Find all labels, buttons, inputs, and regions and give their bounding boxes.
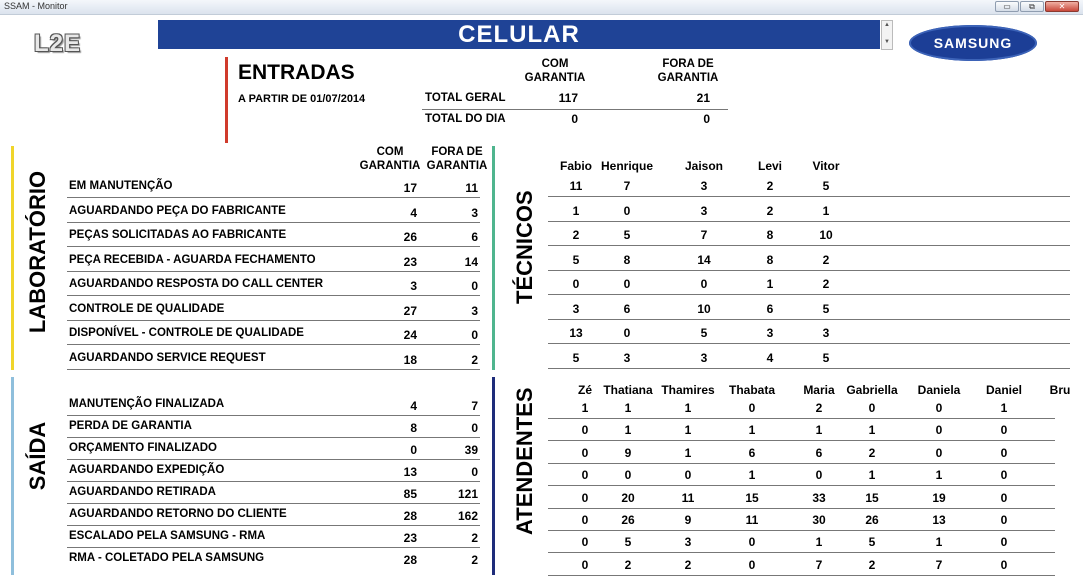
tecnicos-cell: 5 [822, 350, 830, 365]
saida-row-divider [67, 437, 480, 438]
atendentes-name-0: Zé [577, 383, 592, 397]
tecnicos-cell: 8 [623, 252, 631, 267]
atendentes-cell: 2 [868, 557, 876, 572]
atendentes-cell: 0 [1000, 468, 1008, 483]
saida-row-com: 4 [410, 399, 417, 413]
tecnicos-cell: 3 [700, 350, 708, 365]
atendentes-cell: 0 [1000, 445, 1008, 460]
tecnicos-cell: 1 [572, 203, 580, 218]
atendentes-cell: 7 [815, 557, 823, 572]
atendentes-name-8: Bru [1049, 383, 1071, 397]
lab-row-divider [67, 222, 480, 223]
lab-row-fora: 3 [471, 205, 478, 220]
tecnicos-cell: 2 [766, 203, 774, 218]
atendentes-name-1: Thatiana [603, 383, 653, 397]
saida-row-label: ESCALADO PELA SAMSUNG - RMA [69, 530, 266, 542]
atendentes-cell: 0 [581, 423, 589, 438]
atendentes-cell: 9 [624, 445, 632, 460]
lab-row-label: DISPONÍVEL - CONTROLE DE QUALIDADE [69, 327, 304, 339]
entradas-row-fora: 0 [703, 112, 710, 126]
atendentes-cell: 6 [815, 445, 823, 460]
lab-row-com: 17 [403, 181, 417, 195]
tecnicos-row-divider [548, 368, 1070, 369]
atendentes-cell: 0 [935, 445, 943, 460]
lab-row-fora: 11 [465, 181, 478, 195]
lab-row-com: 4 [410, 205, 417, 220]
saida-row-divider [67, 525, 480, 526]
tecnicos-cell: 7 [623, 179, 631, 193]
saida-row-divider [67, 481, 480, 482]
atendentes-name-2: Thamires [661, 383, 715, 397]
saida-row-com: 28 [403, 509, 417, 523]
tecnicos-row-divider [548, 196, 1070, 197]
entradas-divider [422, 109, 728, 110]
atendentes-name-5: Gabriella [846, 383, 898, 397]
tecnicos-cell: 3 [623, 350, 631, 365]
saida-row-com: 8 [410, 421, 417, 435]
atendentes-cell: 26 [621, 513, 635, 527]
tecnicos-row-divider [548, 343, 1070, 344]
tecnicos-cell: 3 [700, 179, 708, 193]
restore-icon: ⧉ [1029, 2, 1035, 11]
atendentes-cell: 0 [935, 401, 943, 415]
lab-row-label: AGUARDANDO SERVICE REQUEST [69, 351, 266, 364]
tecnicos-cell: 0 [623, 277, 631, 291]
tecnicos-cell: 11 [569, 179, 583, 193]
tecnicos-row-divider [548, 270, 1070, 271]
saida-row-fora: 0 [471, 465, 478, 479]
saida-row-label: AGUARDANDO RETIRADA [69, 486, 216, 498]
lab-col-fora: FORA DE GARANTIA [426, 146, 488, 172]
atendentes-cell: 7 [935, 557, 943, 572]
atendentes-name-6: Daniela [917, 383, 961, 397]
tecnicos-cell: 14 [697, 252, 711, 267]
atendentes-cell: 6 [748, 445, 756, 460]
tecnicos-cell: 2 [766, 179, 774, 193]
saida-row-divider [67, 503, 480, 504]
tecnicos-cell: 10 [819, 228, 833, 242]
tecnicos-cell: 3 [572, 301, 580, 316]
lab-row-fora: 6 [471, 230, 478, 244]
minimize-icon: ▭ [1003, 2, 1011, 11]
atendentes-cell: 2 [624, 557, 632, 572]
restore-button[interactable] [1020, 1, 1044, 12]
atendentes-cell: 1 [935, 535, 943, 550]
atendentes-cell: 2 [868, 445, 876, 460]
atendentes-cell: 15 [745, 490, 759, 505]
saida-row-com: 0 [410, 443, 417, 457]
atendentes-cell: 1 [935, 468, 943, 483]
atendentes-cell: 0 [1000, 535, 1008, 550]
lab-row-com: 23 [403, 254, 417, 269]
tecnicos-cell: 3 [700, 203, 708, 218]
saida-row-fora: 39 [464, 443, 478, 457]
tecnicos-name-2: Jaison [684, 159, 723, 173]
tecnicos-row-divider [548, 221, 1070, 222]
saida-row-label: AGUARDANDO RETORNO DO CLIENTE [69, 508, 287, 520]
atendentes-cell: 26 [865, 513, 879, 527]
atendentes-cell: 1 [1000, 401, 1008, 415]
atendentes-cell: 2 [815, 401, 823, 415]
atendentes-cell: 0 [581, 490, 589, 505]
atendentes-cell: 15 [865, 490, 879, 505]
tecnicos-cell: 4 [766, 350, 774, 365]
tecnicos-cell: 10 [697, 301, 711, 316]
atendentes-cell: 1 [581, 401, 589, 415]
tecnicos-cell: 0 [623, 326, 631, 340]
atendentes-cell: 3 [684, 535, 692, 550]
saida-row-label: MANUTENÇÃO FINALIZADA [69, 398, 225, 410]
lab-row-fora: 3 [471, 303, 478, 318]
tecnicos-cell: 0 [572, 277, 580, 291]
entradas-row-label: TOTAL GERAL [425, 92, 506, 104]
saida-title: SAÍDA [25, 421, 50, 491]
entradas-row-com: 0 [571, 112, 578, 126]
lab-row-com: 24 [403, 328, 417, 342]
atendentes-row-divider [548, 575, 1055, 576]
atendentes-cell: 33 [812, 490, 826, 505]
tecnicos-title: TÉCNICOS [512, 190, 537, 304]
atendentes-cell: 1 [815, 423, 823, 438]
tecnicos-cell: 5 [822, 179, 830, 193]
atendentes-row-divider [548, 440, 1055, 441]
lab-row-label: AGUARDANDO PEÇA DO FABRICANTE [69, 204, 286, 217]
atendentes-cell: 20 [621, 490, 635, 505]
atendentes-cell: 19 [932, 490, 946, 505]
entradas-bar [225, 57, 228, 143]
atendentes-row-divider [548, 485, 1055, 486]
lab-row-divider [67, 320, 480, 321]
saida-row-divider [67, 415, 480, 416]
saida-row-divider [67, 459, 480, 460]
entradas-row-fora: 21 [696, 91, 710, 105]
saida-row-label: ORÇAMENTO FINALIZADO [69, 442, 218, 454]
atendentes-cell: 11 [681, 490, 695, 505]
atendentes-cell: 0 [581, 513, 589, 527]
tecnicos-cell: 5 [572, 252, 580, 267]
atendentes-cell: 1 [684, 423, 692, 438]
atendentes-cell: 9 [684, 513, 692, 527]
tecnicos-name-0: Fabio [560, 159, 592, 173]
atendentes-cell: 0 [1000, 513, 1008, 527]
lab-row-label: CONTROLE DE QUALIDADE [69, 302, 225, 315]
atendentes-cell: 0 [1000, 423, 1008, 438]
atendentes-cell: 1 [684, 401, 692, 415]
saida-row-fora: 7 [471, 399, 478, 413]
saida-row-com: 28 [403, 553, 417, 567]
tecnicos-cell: 6 [623, 301, 631, 316]
tecnicos-cell: 0 [700, 277, 708, 291]
atendentes-cell: 0 [748, 557, 756, 572]
page-banner [158, 20, 880, 49]
saida-row-com: 85 [403, 487, 417, 501]
lab-col-com: COM GARANTIA [359, 146, 421, 172]
tecnicos-bar [492, 146, 495, 370]
entradas-row-label: TOTAL DO DIA [425, 113, 506, 125]
tecnicos-cell: 5 [572, 350, 580, 365]
tecnicos-cell: 2 [822, 252, 830, 267]
minimize-button[interactable] [995, 1, 1019, 12]
entradas-title: ENTRADAS [238, 61, 355, 84]
atendentes-cell: 0 [935, 423, 943, 438]
atendentes-cell: 5 [624, 535, 632, 550]
atendentes-bar [492, 377, 495, 575]
page-title: CELULAR [458, 21, 580, 48]
atendentes-cell: 0 [748, 401, 756, 415]
scroll-down-icon[interactable]: ▼ [884, 39, 890, 45]
saida-row-com: 23 [403, 531, 417, 545]
atendentes-cell: 0 [868, 401, 876, 415]
window-titlebar [0, 0, 1083, 15]
tecnicos-cell: 6 [766, 301, 774, 316]
saida-row-com: 13 [403, 465, 417, 479]
atendentes-cell: 11 [745, 513, 759, 527]
saida-row-fora: 162 [457, 509, 478, 523]
atendentes-cell: 1 [748, 423, 756, 438]
atendentes-cell: 0 [581, 468, 589, 483]
window-title: SSAM - Monitor [4, 1, 68, 11]
tecnicos-row-divider [548, 294, 1070, 295]
atendentes-cell: 0 [748, 535, 756, 550]
saida-row-fora: 2 [471, 553, 478, 567]
atendentes-row-divider [548, 508, 1055, 509]
atendentes-cell: 1 [684, 445, 692, 460]
tecnicos-name-4: Vitor [812, 159, 840, 173]
atendentes-row-divider [548, 418, 1055, 419]
atendentes-cell: 1 [815, 535, 823, 550]
samsung-logo: SAMSUNG [909, 25, 1037, 61]
atendentes-cell: 5 [868, 535, 876, 550]
lab-row-divider [67, 295, 480, 296]
saida-row-divider [67, 547, 480, 548]
lab-row-divider [67, 369, 480, 370]
atendentes-row-divider [548, 530, 1055, 531]
atendentes-title: ATENDENTES [512, 387, 537, 535]
close-icon: ✕ [1058, 2, 1066, 11]
lab-row-label: AGUARDANDO RESPOSTA DO CALL CENTER [69, 278, 324, 290]
lab-row-label: PEÇA RECEBIDA - AGUARDA FECHAMENTO [69, 253, 316, 266]
atendentes-cell: 1 [624, 401, 632, 415]
atendentes-cell: 0 [815, 468, 823, 483]
tecnicos-cell: 5 [700, 326, 708, 340]
entradas-col-com: COM GARANTIA [524, 58, 586, 84]
lab-row-fora: 2 [471, 352, 478, 367]
scroll-up-icon[interactable]: ▲ [884, 22, 890, 28]
lab-row-fora: 14 [464, 254, 478, 269]
lab-row-label: EM MANUTENÇÃO [69, 180, 173, 192]
lab-row-com: 27 [403, 303, 417, 318]
atendentes-cell: 1 [868, 468, 876, 483]
atendentes-cell: 30 [812, 513, 826, 527]
atendentes-cell: 13 [932, 513, 946, 527]
lab-row-fora: 0 [471, 328, 478, 342]
atendentes-cell: 0 [1000, 490, 1008, 505]
tecnicos-cell: 7 [700, 228, 708, 242]
tecnicos-cell: 5 [623, 228, 631, 242]
atendentes-name-4: Maria [803, 383, 835, 397]
tecnicos-row-divider [548, 319, 1070, 320]
saida-row-fora: 2 [471, 531, 478, 545]
tecnicos-cell: 5 [822, 301, 830, 316]
tecnicos-cell: 1 [822, 203, 830, 218]
tecnicos-row-divider [548, 245, 1070, 246]
atendentes-name-3: Thabata [728, 383, 775, 397]
lab-row-com: 18 [403, 352, 417, 367]
tecnicos-cell: 3 [766, 326, 774, 340]
atendentes-cell: 0 [581, 445, 589, 460]
atendentes-name-7: Daniel [985, 383, 1022, 397]
lab-row-divider [67, 246, 480, 247]
saida-row-fora: 0 [471, 421, 478, 435]
atendentes-row-divider [548, 463, 1055, 464]
tecnicos-cell: 0 [623, 203, 631, 218]
entradas-col-fora: FORA DE GARANTIA [657, 58, 719, 84]
saida-row-label: PERDA DE GARANTIA [69, 420, 192, 432]
tecnicos-cell: 8 [766, 228, 774, 242]
tecnicos-cell: 8 [766, 252, 774, 267]
lab-bar [11, 146, 14, 370]
lab-title: LABORATÓRIO [25, 170, 50, 334]
atendentes-cell: 1 [868, 423, 876, 438]
atendentes-cell: 1 [624, 423, 632, 438]
lab-row-divider [67, 344, 480, 345]
atendentes-cell: 2 [684, 557, 692, 572]
atendentes-cell: 0 [581, 557, 589, 572]
lab-row-com: 26 [403, 230, 417, 244]
saida-row-fora: 121 [457, 487, 478, 501]
atendentes-cell: 1 [748, 468, 756, 483]
tecnicos-cell: 2 [822, 277, 830, 291]
entradas-subtitle: A PARTIR DE 01/07/2014 [238, 93, 366, 105]
tecnicos-cell: 13 [569, 326, 583, 340]
atendentes-cell: 0 [624, 468, 632, 483]
tecnicos-cell: 3 [822, 326, 830, 340]
lab-row-divider [67, 197, 480, 198]
atendentes-cell: 0 [1000, 557, 1008, 572]
close-button[interactable] [1045, 1, 1079, 12]
lab-row-fora: 0 [471, 279, 478, 293]
entradas-row-com: 117 [558, 91, 578, 105]
atendentes-cell: 0 [684, 468, 692, 483]
atendentes-cell: 0 [581, 535, 589, 550]
atendentes-row-divider [548, 552, 1055, 553]
banner-scrollbar[interactable] [881, 20, 893, 50]
lab-row-divider [67, 271, 480, 272]
tecnicos-cell: 1 [766, 277, 774, 291]
l2e-logo: L2E [34, 30, 82, 57]
saida-bar [11, 377, 14, 575]
tecnicos-cell: 2 [572, 228, 580, 242]
tecnicos-name-1: Henrique [600, 159, 653, 173]
saida-row-label: RMA - COLETADO PELA SAMSUNG [69, 552, 265, 564]
lab-row-label: PEÇAS SOLICITADAS AO FABRICANTE [69, 229, 287, 241]
saida-row-label: AGUARDANDO EXPEDIÇÃO [69, 464, 225, 476]
lab-row-com: 3 [410, 279, 417, 293]
tecnicos-name-3: Levi [757, 159, 782, 173]
